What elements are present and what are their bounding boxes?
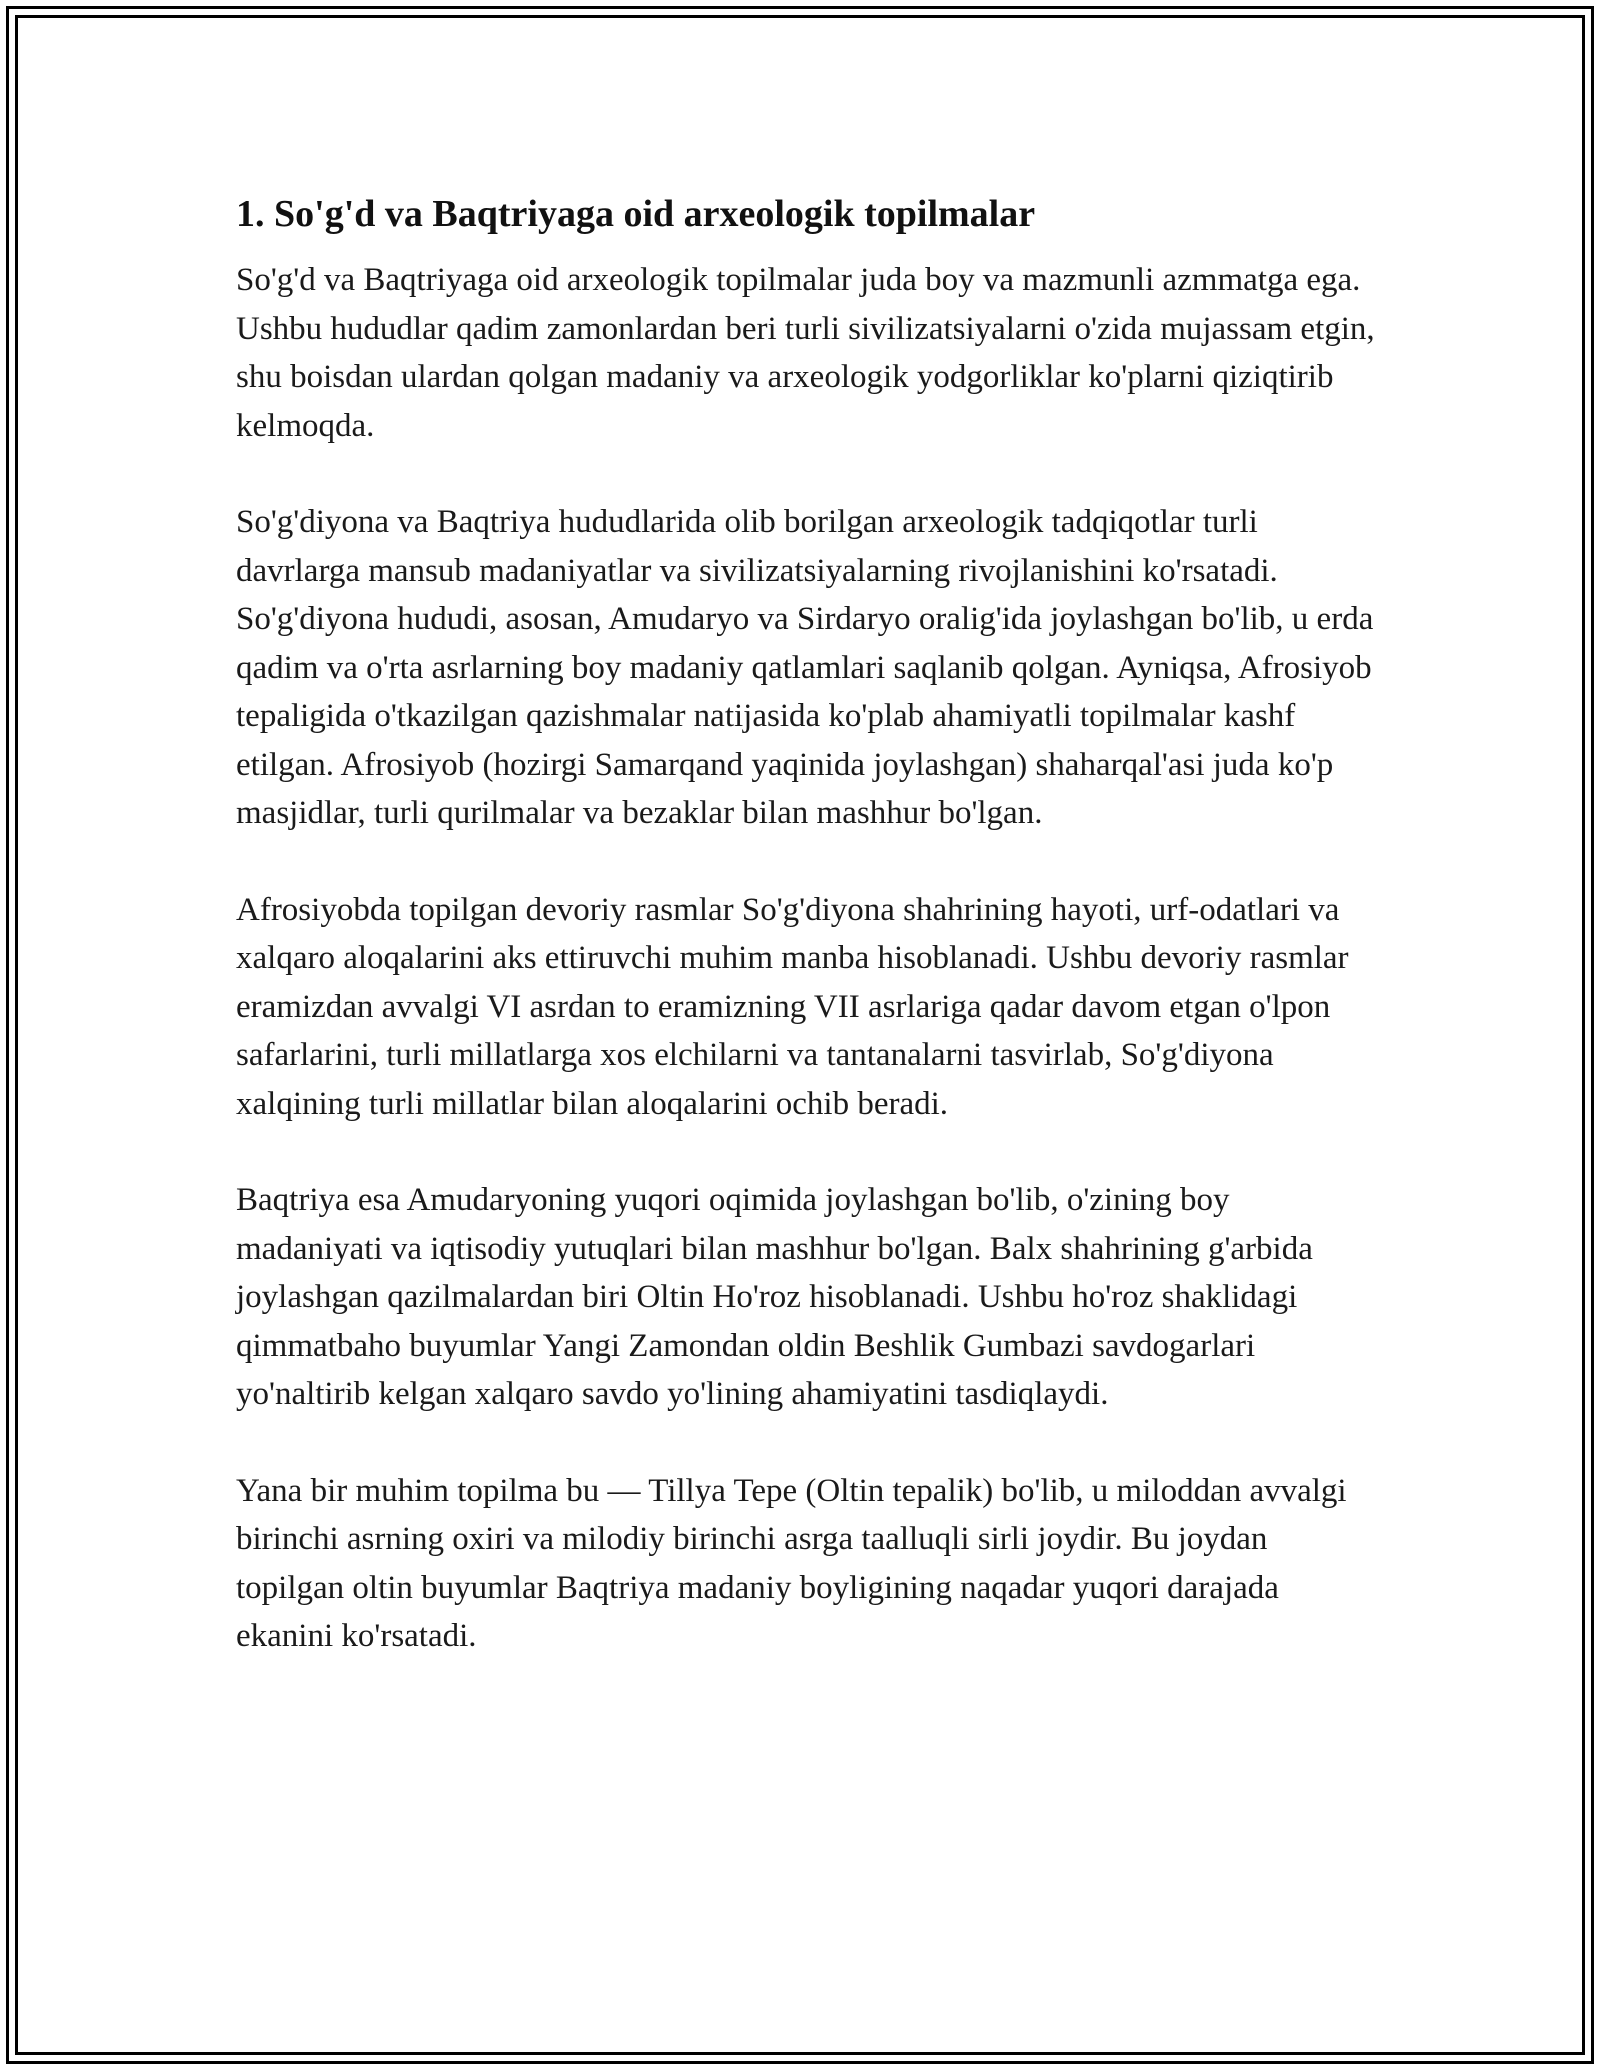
paragraph-bactria: Baqtriya esa Amudaryoning yuqori oqimida joylashgan bo'lib, o'zining boy madaniyati va iqtisodiy yutuqlari bilan mashhur bo'lgan. Balx shahrining g'arbida joylashgan qazilmalardan biri Oltin Ho'roz hisoblanadi. Ushbu ho'roz shaklidagi qimmatbaho buyumlar Yangi Zamondan oldin Beshlik Gumbazi savdogarlari yo'naltirib kelgan xalqaro savdo yo'lining ahamiyatini tasdiqlaydi. xyxy=(236,1182,1313,1412)
paragraph-tillya-tepe: Yana bir muhim topilma bu — Tillya Tepe (Oltin tepalik) bo'lib, u miloddan avvalgi birinchi asrning oxiri va milodiy birinchi asrga taalluqli sirli joydir. Bu joydan topilgan oltin buyumlar Baqtriya madaniy boyligining naqadar yuqori darajada ekanini ko'rsatadi. xyxy=(236,1472,1347,1654)
section-heading: 1. So'g'd va Baqtriyaga oid arxeologik topilmalar xyxy=(236,193,1036,235)
paragraph-sogdiana: So'g'diyona va Baqtriya hududlarida olib borilgan arxeologik tadqiqotlar turli davrlarga mansub madaniyatlar va sivilizatsiyalarning rivojlanishini ko'rsatadi. So'g'diyona hududi, asosan, Amudaryo va Sirdaryo oralig'ida joylashgan bo'lib, u erda qadim va o'rta asrlarning boy madaniy qatlamlari saqlanib qolgan. Ayniqsa, Afrosiyob tepaligida o'tkazilgan qazishmalar natijasida ko'plab ahamiyatli topilmalar kashf etilgan. Afrosiyob (hozirgi Samarqand yaqinida joylashgan) shaharqal'asi juda ko'p masjidlar, turli qurilmalar va bezaklar bilan mashhur bo'lgan. xyxy=(236,504,1374,831)
paragraph-intro: So'g'd va Baqtriyaga oid arxeologik topilmalar juda boy va mazmunli azmmatga ega. Ushbu hududlar qadim zamonlardan beri turli sivilizatsiyalarni o'zida mujassam etgin, shu boisdan ulardan qolgan madaniy va arxeologik yodgorliklar ko'plarni qiziqtirib kelmoqda. xyxy=(236,262,1375,444)
document-body xyxy=(236,186,1376,1709)
paragraph-afrosiyob-murals: Afrosiyobda topilgan devoriy rasmlar So'g'diyona shahrining hayoti, urf-odatlari va xalqaro aloqalarini aks ettiruvchi muhim manba hisoblanadi. Ushbu devoriy rasmlar eramizdan avvalgi VI asrdan to eramizning VII asrlariga qadar davom etgan o'lpon safarlarini, turli millatlarga xos elchilarni va tantanalarni tasvirlab, So'g'diyona xalqining turli millatlar bilan aloqalarini ochib beradi. xyxy=(236,891,1349,1122)
